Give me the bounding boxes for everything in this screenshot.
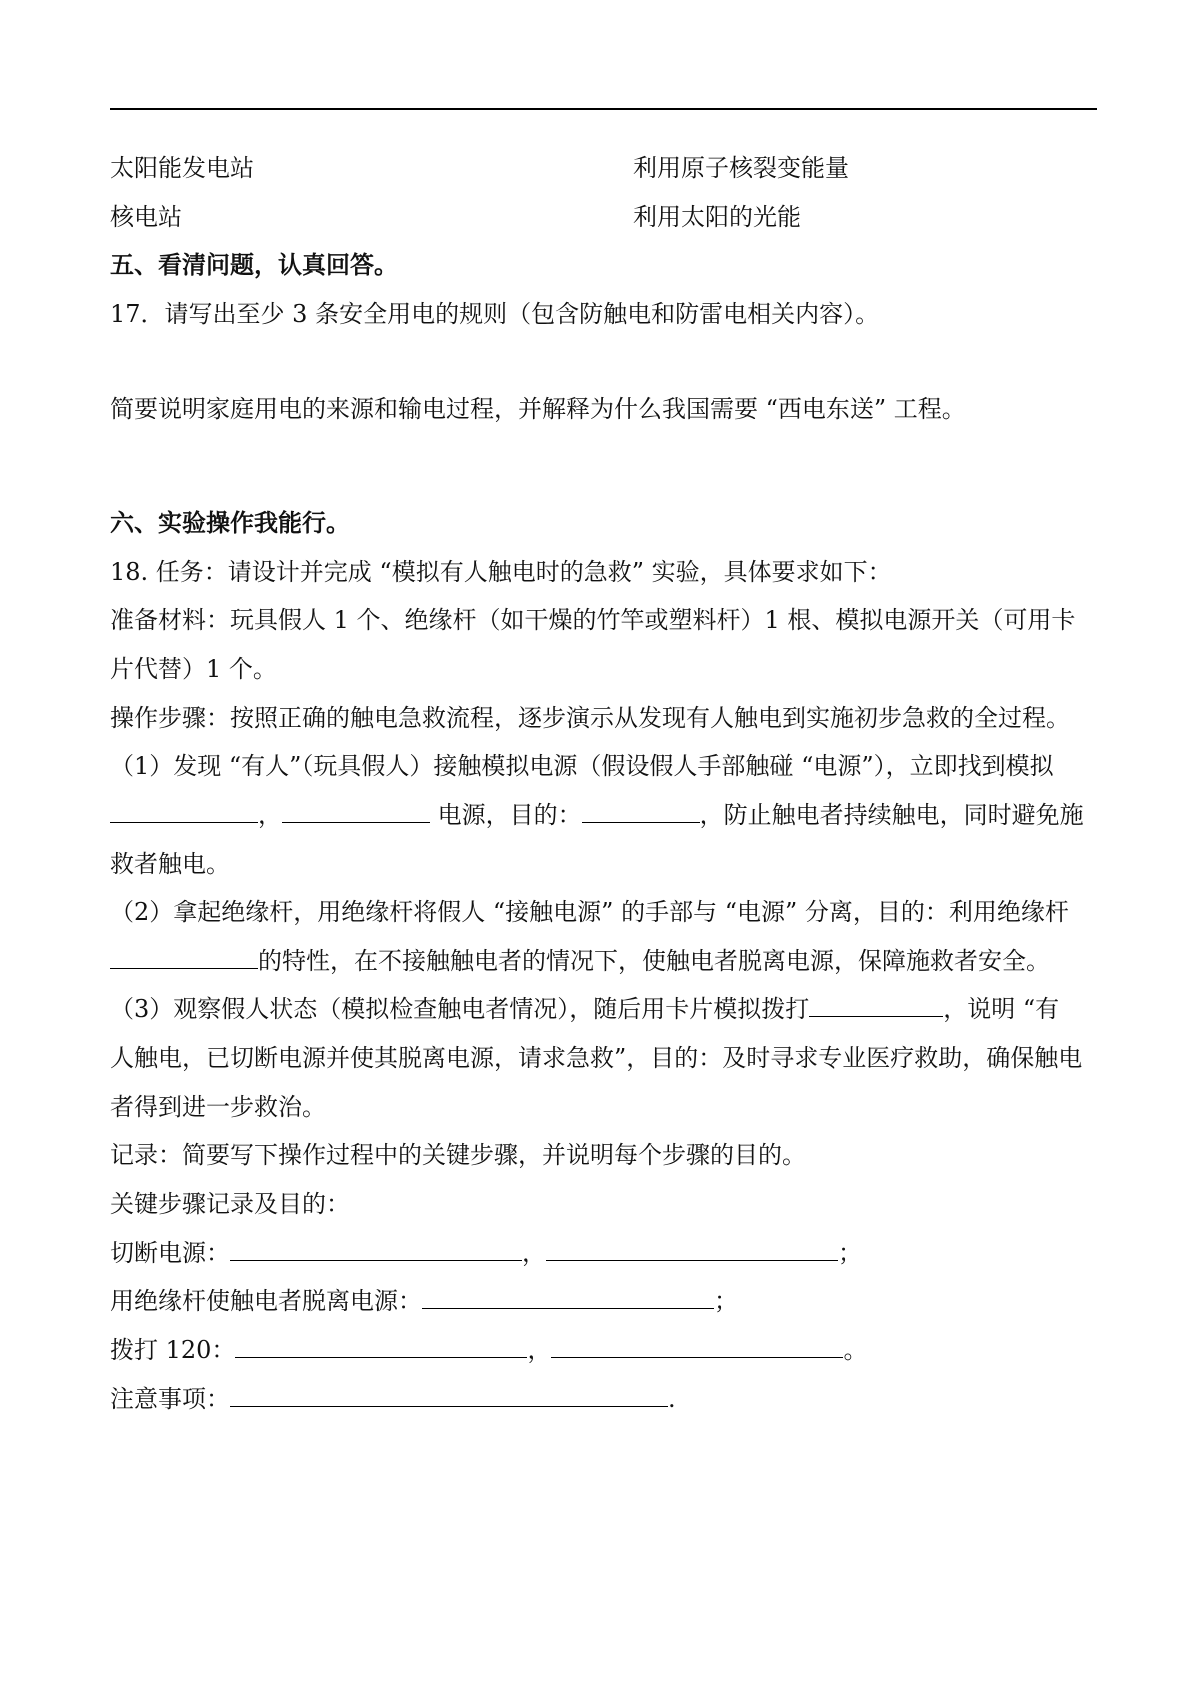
step1-tail: ，防止触电者持续触电，同时避免施 bbox=[699, 801, 1084, 829]
record-row-3 bbox=[110, 1333, 1100, 1367]
header-rule bbox=[110, 108, 1097, 110]
record-label-cut-power: 切断电源： bbox=[110, 1239, 230, 1267]
record-blank-1b[interactable] bbox=[546, 1236, 838, 1261]
step3-tail: ，说明 “有 bbox=[943, 995, 1060, 1023]
step3-line-2: 人触电，已切断电源并使其脱离电源，请求急救”，目的：及时寻求专业医疗救助，确保触电 bbox=[110, 1044, 1083, 1072]
record-blank-4[interactable] bbox=[230, 1382, 668, 1407]
comma: ， bbox=[527, 1336, 552, 1364]
period: 。 bbox=[843, 1336, 868, 1364]
step1-blank-2[interactable] bbox=[282, 798, 430, 823]
matching-right-2: 利用太阳的光能 bbox=[633, 203, 801, 231]
semicolon: ； bbox=[838, 1239, 862, 1267]
matching-row-1 bbox=[110, 151, 1100, 185]
step3-line-3: 者得到进一步救治。 bbox=[110, 1093, 326, 1121]
step1-line-3: 救者触电。 bbox=[110, 850, 230, 878]
record-label-insulating-rod: 用绝缘杆使触电者脱离电源： bbox=[110, 1287, 422, 1315]
record-label-notes: 注意事项： bbox=[110, 1385, 230, 1413]
record-row-2 bbox=[110, 1284, 1100, 1318]
comma: ， bbox=[522, 1239, 546, 1267]
steps-line: 操作步骤：按照正确的触电急救流程，逐步演示从发现有人触电到实施初步急救的全过程。 bbox=[110, 704, 1070, 732]
step2-blank[interactable] bbox=[110, 944, 258, 969]
matching-right-1: 利用原子核裂变能量 bbox=[633, 154, 849, 182]
record-label-dial-120: 拨打 120： bbox=[110, 1336, 236, 1364]
step3-head: （3）观察假人状态（模拟检查触电者情况），随后用卡片模拟拨打 bbox=[110, 995, 810, 1023]
materials-line-1: 准备材料：玩具假人 1 个、绝缘杆（如干燥的竹竿或塑料杆）1 根、模拟电源开关（可用卡 bbox=[110, 606, 1076, 634]
step1-blank-1[interactable] bbox=[110, 798, 258, 823]
matching-row-2 bbox=[110, 200, 1100, 234]
step3-blank[interactable] bbox=[809, 992, 943, 1017]
period: . bbox=[668, 1385, 676, 1413]
step2-tail: 的特性，在不接触触电者的情况下，使触电者脱离电源，保障施救者安全。 bbox=[258, 947, 1050, 975]
matching-left-1: 太阳能发电站 bbox=[110, 154, 254, 182]
step3-line-1 bbox=[110, 992, 1100, 1026]
record-blank-2[interactable] bbox=[422, 1284, 714, 1309]
step1-line-2 bbox=[110, 798, 1100, 832]
step1-power-purpose: 电源，目的： bbox=[430, 801, 582, 829]
materials-line-2: 片代替）1 个。 bbox=[110, 655, 277, 683]
section6-title: 六、实验操作我能行。 bbox=[110, 508, 350, 537]
record-blank-3b[interactable] bbox=[551, 1333, 843, 1358]
record-instruction: 记录：简要写下操作过程中的关键步骤，并说明每个步骤的目的。 bbox=[110, 1141, 806, 1169]
record-blank-3a[interactable] bbox=[235, 1333, 527, 1358]
semicolon: ； bbox=[714, 1287, 738, 1315]
step1-blank-3[interactable] bbox=[582, 798, 700, 823]
step1-line-1: （1）发现 “有人”（玩具假人）接触模拟电源（假设假人手部触碰 “电源”），立即找到模拟 bbox=[110, 752, 1054, 780]
comma: ， bbox=[258, 801, 282, 829]
record-row-1 bbox=[110, 1236, 1100, 1270]
section5-title: 五、看清问题，认真回答。 bbox=[110, 250, 398, 279]
step2-line-2 bbox=[110, 944, 1100, 978]
question-power-source: 简要说明家庭用电的来源和输电过程，并解释为什么我国需要 “西电东送” 工程。 bbox=[110, 395, 966, 423]
record-blank-1a[interactable] bbox=[230, 1236, 522, 1261]
question-17: 17．请写出至少 3 条安全用电的规则（包含防触电和防雷电相关内容）。 bbox=[110, 300, 880, 328]
question-18: 18. 任务：请设计并完成 “模拟有人触电时的急救” 实验，具体要求如下： bbox=[110, 558, 892, 586]
record-row-4 bbox=[110, 1382, 1100, 1416]
step2-line-1: （2）拿起绝缘杆，用绝缘杆将假人 “接触电源” 的手部与 “电源” 分离，目的：利用绝缘杆 bbox=[110, 898, 1069, 926]
matching-left-2: 核电站 bbox=[110, 203, 182, 231]
record-heading: 关键步骤记录及目的： bbox=[110, 1190, 350, 1218]
